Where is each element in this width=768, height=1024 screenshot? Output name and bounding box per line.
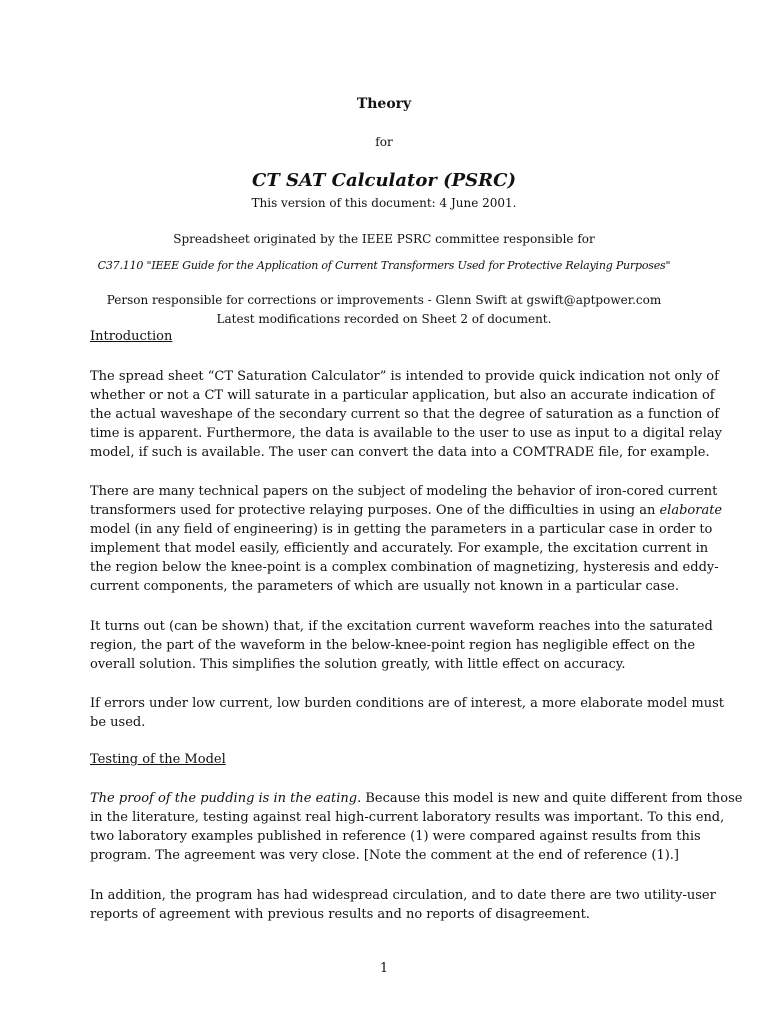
originated-line: Spreadsheet originated by the IEEE PSRC committee responsible for [173,232,595,246]
paragraph-line: model (in any field of engineering) is in getting the parameters in a particular case in order to [90,522,713,537]
emphasis-text: The proof of the pudding is in the eating [90,791,358,806]
theory-heading: Theory [356,96,412,112]
paragraph-line: There are many technical papers on the subject of modeling the behavior of iron-cored current [90,484,718,499]
paragraph-line: overall solution. This simplifies the solution greatly, with little effect on accuracy. [90,657,626,672]
paragraph-line: reports of agreement with previous results and no reports of disagreement. [90,907,590,922]
modifications-line: Latest modifications recorded on Sheet 2 of document. [216,312,552,326]
paragraph-line [90,501,723,520]
testing-paragraph-1 [90,789,743,865]
paragraph-line [90,789,743,808]
paragraph-line: The spread sheet “CT Saturation Calculator” is intended to provide quick indication not only of [90,369,719,384]
version-line: This version of this document: 4 June 2001. [251,196,517,210]
paragraph-line: current components, the parameters of which are usually not known in a particular case. [90,579,679,594]
introduction-heading: Introduction [90,329,173,344]
for-label: for [375,135,393,149]
document-title: CT SAT Calculator (PSRC) [252,170,516,191]
paragraph-line: time is apparent. Furthermore, the data is available to the user to use as input to a digital relay [90,426,722,441]
paragraph-line: the region below the knee-point is a complex combination of magnetizing, hysteresis and eddy- [90,560,719,575]
paragraph-line: It turns out (can be shown) that, if the excitation current waveform reaches into the saturated [90,619,713,634]
introduction-paragraph-2 [90,482,723,596]
guide-line: C37.110 "IEEE Guide for the Application of Current Transformers Used for Protective Relaying Purposes" [97,259,671,272]
responsible-line: Person responsible for corrections or improvements - Glenn Swift at gswift@aptpower.com [106,293,662,307]
paragraph-line: If errors under low current, low burden conditions are of interest, a more elaborate model must [90,696,725,711]
paragraph-line: implement that model easily, efficiently and accurately. For example, the excitation current in [90,541,709,556]
emphasis-text: elaborate [659,503,723,518]
introduction-paragraph-1 [90,367,722,462]
page-number: 1 [379,961,389,976]
paragraph-line: region, the part of the waveform in the below-knee-point region has negligible effect on the [90,638,696,653]
paragraph-line: model, if such is available. The user can convert the data into a COMTRADE file, for example. [90,445,710,460]
testing-heading: Testing of the Model [90,752,226,767]
testing-paragraph-2 [90,886,716,924]
paragraph-line: be used. [90,715,146,730]
paragraph-text: transformers used for protective relaying purposes. One of the difficulties in using an [90,503,660,518]
paragraph-text: . Because this model is new and quite different from those [357,791,743,806]
introduction-paragraph-3 [90,617,713,674]
paragraph-line: the actual waveshape of the secondary current so that the degree of saturation as a function of [90,407,720,422]
paragraph-line: In addition, the program has had widespread circulation, and to date there are two utility-user [90,888,716,903]
paragraph-line: whether or not a CT will saturate in a particular application, but also an accurate indication of [90,388,715,403]
introduction-paragraph-4 [90,694,725,732]
paragraph-line: in the literature, testing against real high-current laboratory results was important. To this end, [90,810,725,825]
paragraph-line: two laboratory examples published in reference (1) were compared against results from this [90,829,701,844]
paragraph-line: program. The agreement was very close. [Note the comment at the end of reference (1).] [90,848,680,863]
